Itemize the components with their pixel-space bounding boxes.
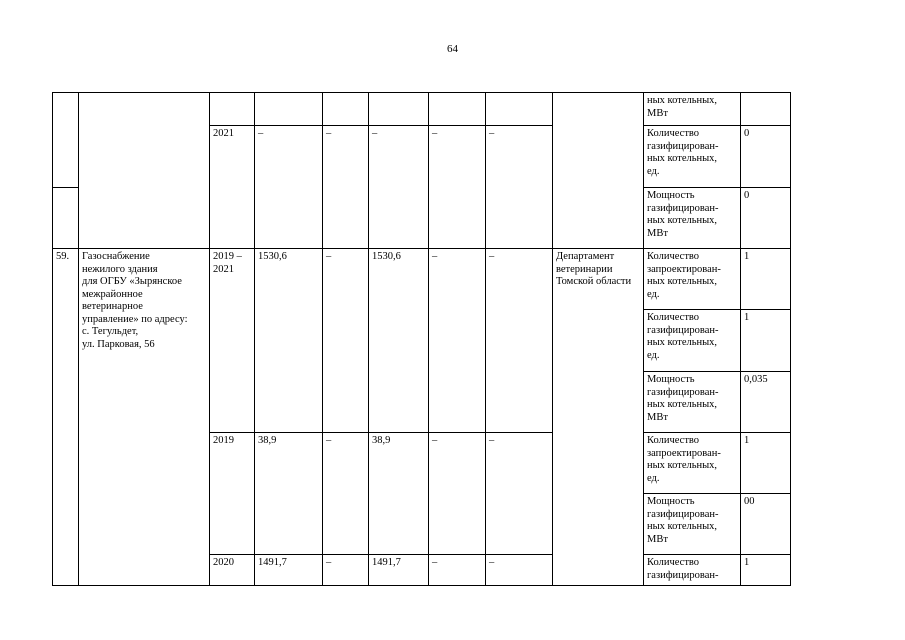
total-text: 1491,7 — [258, 557, 287, 568]
table-cell — [486, 93, 553, 126]
local-text: – — [432, 557, 438, 568]
indicator-text: Мощность газифицирован- ных котельных, МВт — [647, 374, 719, 423]
table-cell — [369, 433, 429, 555]
table-cell — [53, 188, 79, 249]
table-cell — [553, 249, 644, 586]
value-text: 0,035 — [744, 374, 768, 385]
table-cell — [741, 249, 791, 310]
other-text: – — [489, 251, 495, 262]
value-text: 00 — [744, 496, 755, 507]
year-text: 2020 — [213, 557, 234, 568]
indicator-text: Количество запроектирован- ных котельных, ед. — [647, 435, 721, 484]
total-text: 38,9 — [258, 435, 277, 446]
regional-text: 1491,7 — [372, 557, 401, 568]
table-cell — [369, 555, 429, 586]
table-cell — [486, 249, 553, 433]
table-cell — [369, 93, 429, 126]
table-row — [53, 249, 791, 310]
table-cell — [644, 433, 741, 494]
table-cell — [79, 249, 210, 586]
local-text: – — [432, 128, 438, 139]
table-cell — [644, 249, 741, 310]
table-cell — [429, 126, 486, 249]
table-cell — [486, 555, 553, 586]
table-cell — [486, 433, 553, 555]
indicator-text: Количество газифицирован- — [647, 557, 719, 581]
table-cell — [255, 249, 323, 433]
regional-text: – — [372, 128, 378, 139]
other-text: – — [489, 128, 495, 139]
table-cell — [741, 310, 791, 372]
table-cell — [323, 555, 369, 586]
table-cell — [210, 93, 255, 126]
table-row — [53, 93, 791, 126]
table-cell — [741, 494, 791, 555]
table-cell — [429, 433, 486, 555]
table-cell — [255, 93, 323, 126]
indicator-text: Мощность газифицирован- ных котельных, МВт — [647, 190, 719, 239]
table-cell — [323, 249, 369, 433]
table-cell — [741, 93, 791, 126]
table-cell — [369, 126, 429, 249]
federal-text: – — [326, 251, 332, 262]
table-cell — [644, 188, 741, 249]
local-text: – — [432, 251, 438, 262]
table-cell — [429, 249, 486, 433]
table-cell — [644, 555, 741, 586]
value-text: 1 — [744, 557, 750, 568]
regional-text: 1530,6 — [372, 251, 401, 262]
year-text: 2019 — [213, 435, 234, 446]
table-cell — [323, 93, 369, 126]
table-cell — [644, 126, 741, 188]
table-cell — [553, 93, 644, 249]
table-cell — [429, 93, 486, 126]
table-cell — [210, 433, 255, 555]
local-text: – — [432, 435, 438, 446]
table-cell — [255, 555, 323, 586]
total-text: – — [258, 128, 264, 139]
value-text: 1 — [744, 251, 750, 262]
federal-text: – — [326, 557, 332, 568]
indicator-text: Мощность газифицирован- ных котельных, МВт — [647, 496, 719, 545]
table-cell — [255, 126, 323, 249]
table-cell — [741, 433, 791, 494]
other-text: – — [489, 557, 495, 568]
federal-text: – — [326, 435, 332, 446]
table-cell — [644, 310, 741, 372]
table-cell — [79, 93, 210, 249]
table-cell — [210, 126, 255, 249]
table-cell — [644, 372, 741, 433]
table-cell — [429, 555, 486, 586]
year-text: 2019 – 2021 — [213, 251, 242, 275]
executor-text: Департамент ветеринарии Томской области — [556, 251, 632, 287]
table-cell — [741, 372, 791, 433]
item-name: Газоснабжение нежилого здания для ОГБУ «Зырянское межрайонное ветеринарное управление» по адресу: с. Тегульдет, ул. Парковая, 56 — [82, 251, 188, 350]
table-cell — [323, 126, 369, 249]
total-text: 1530,6 — [258, 251, 287, 262]
year-text: 2021 — [213, 128, 234, 139]
regional-text: 38,9 — [372, 435, 391, 446]
table-cell — [210, 555, 255, 586]
item-number: 59. — [56, 251, 70, 262]
federal-text: – — [326, 128, 332, 139]
other-text: – — [489, 435, 495, 446]
table-cell — [369, 249, 429, 433]
table-cell — [323, 433, 369, 555]
table-cell — [644, 494, 741, 555]
value-text: 0 — [744, 190, 750, 201]
program-table — [52, 92, 791, 586]
value-text: 1 — [744, 435, 750, 446]
table-cell — [741, 126, 791, 188]
indicator-text: Количество газифицирован- ных котельных, ед. — [647, 312, 719, 361]
table-cell — [741, 188, 791, 249]
table-cell — [53, 249, 79, 586]
value-text: 0 — [744, 128, 750, 139]
table-cell — [255, 433, 323, 555]
table-cell — [741, 555, 791, 586]
indicator-text: Количество запроектирован- ных котельных, ед. — [647, 251, 721, 300]
table-cell — [486, 126, 553, 249]
indicator-text: ных котельных, МВт — [647, 95, 718, 119]
value-text: 1 — [744, 312, 750, 323]
table-cell — [644, 93, 741, 126]
page-number: 64 — [447, 43, 458, 55]
indicator-text: Количество газифицирован- ных котельных, ед. — [647, 128, 719, 177]
table-cell — [53, 93, 79, 188]
table-cell — [210, 249, 255, 433]
